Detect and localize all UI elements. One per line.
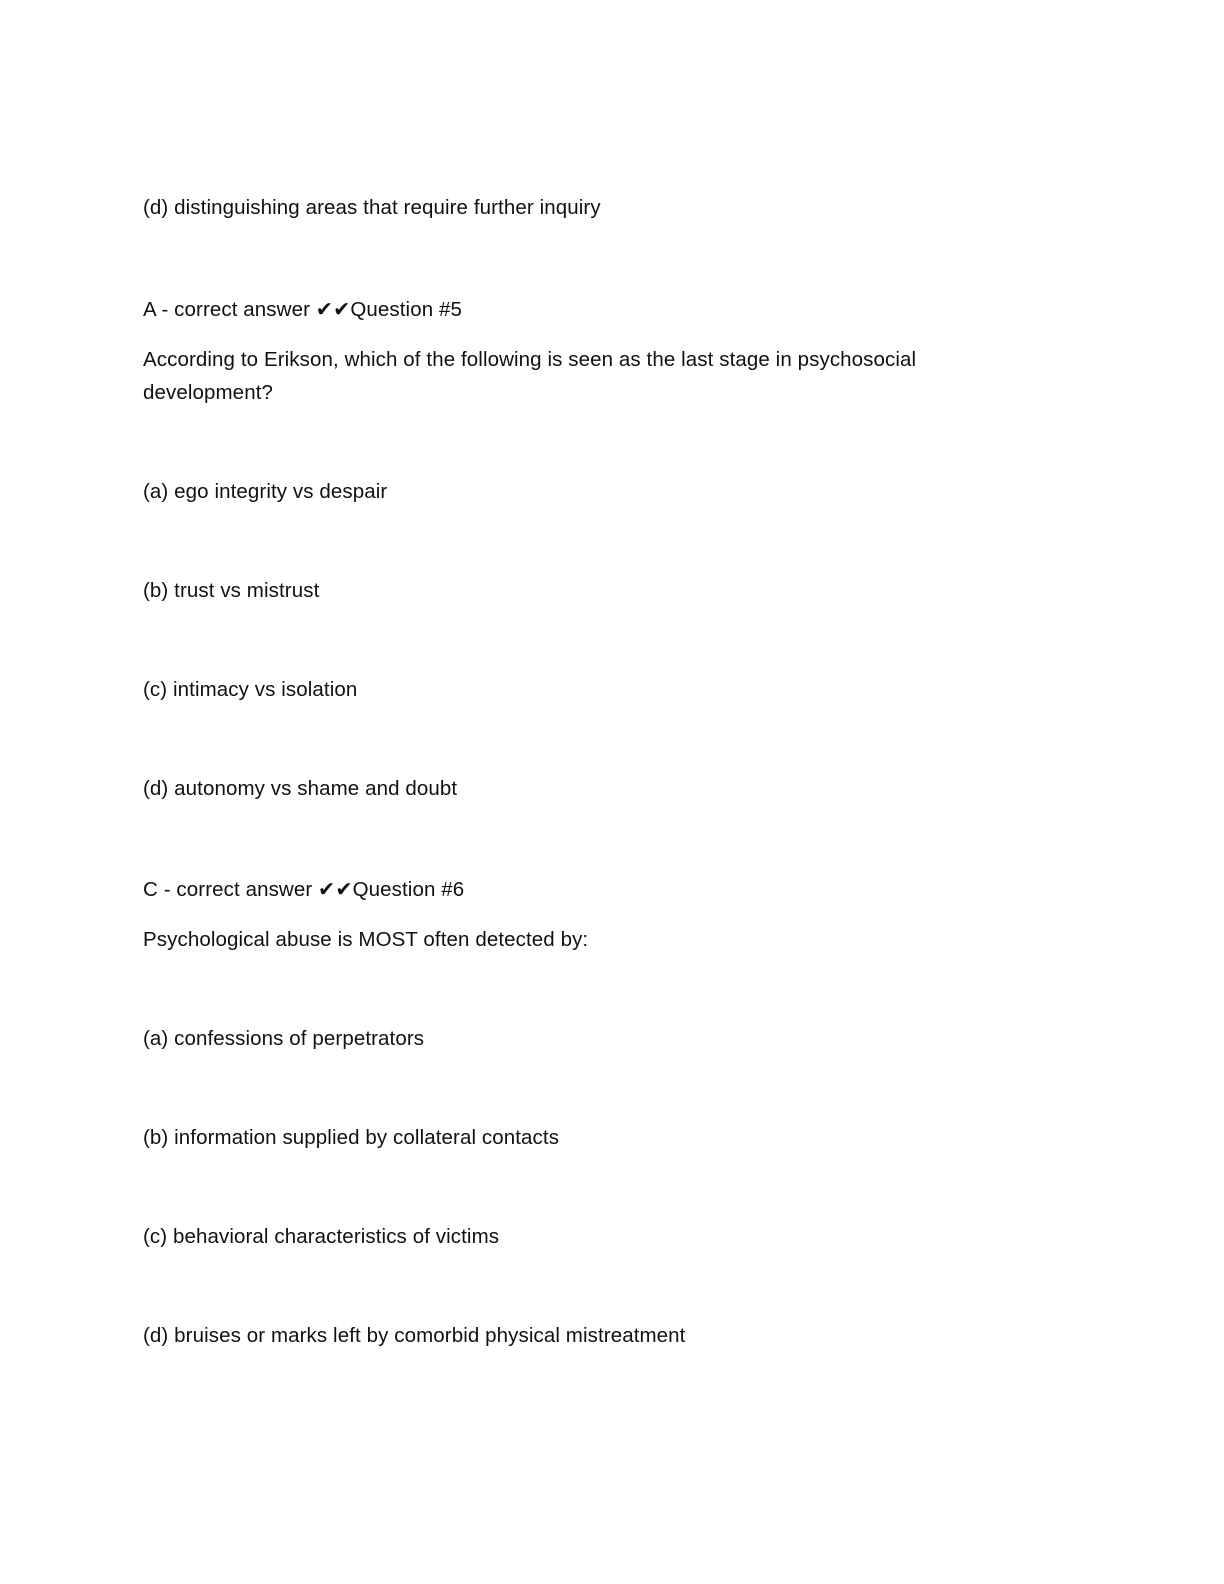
q6-option-c: (c) behavioral characteristics of victims [143, 1225, 500, 1248]
q6-question-text: Psychological abuse is MOST often detected by: [143, 928, 589, 951]
q5-option-c: (c) intimacy vs isolation [143, 678, 358, 701]
q6-option-b: (b) information supplied by collateral contacts [143, 1126, 560, 1149]
q5-answer-header: A - correct answer ✔✔Question #5 [143, 298, 462, 321]
q6-option-a: (a) confessions of perpetrators [143, 1027, 425, 1050]
q5-option-b: (b) trust vs mistrust [143, 579, 320, 602]
q6-answer-header: C - correct answer ✔✔Question #6 [143, 878, 465, 901]
q5-option-d: (d) autonomy vs shame and doubt [143, 777, 458, 800]
q6-option-d: (d) bruises or marks left by comorbid physical mistreatment [143, 1324, 686, 1347]
prev-question-option-d: (d) distinguishing areas that require further inquiry [143, 196, 601, 219]
q5-question-text: According to Erikson, which of the following is seen as the last stage in psychosocial development? [143, 348, 917, 404]
q5-option-a: (a) ego integrity vs despair [143, 480, 388, 503]
